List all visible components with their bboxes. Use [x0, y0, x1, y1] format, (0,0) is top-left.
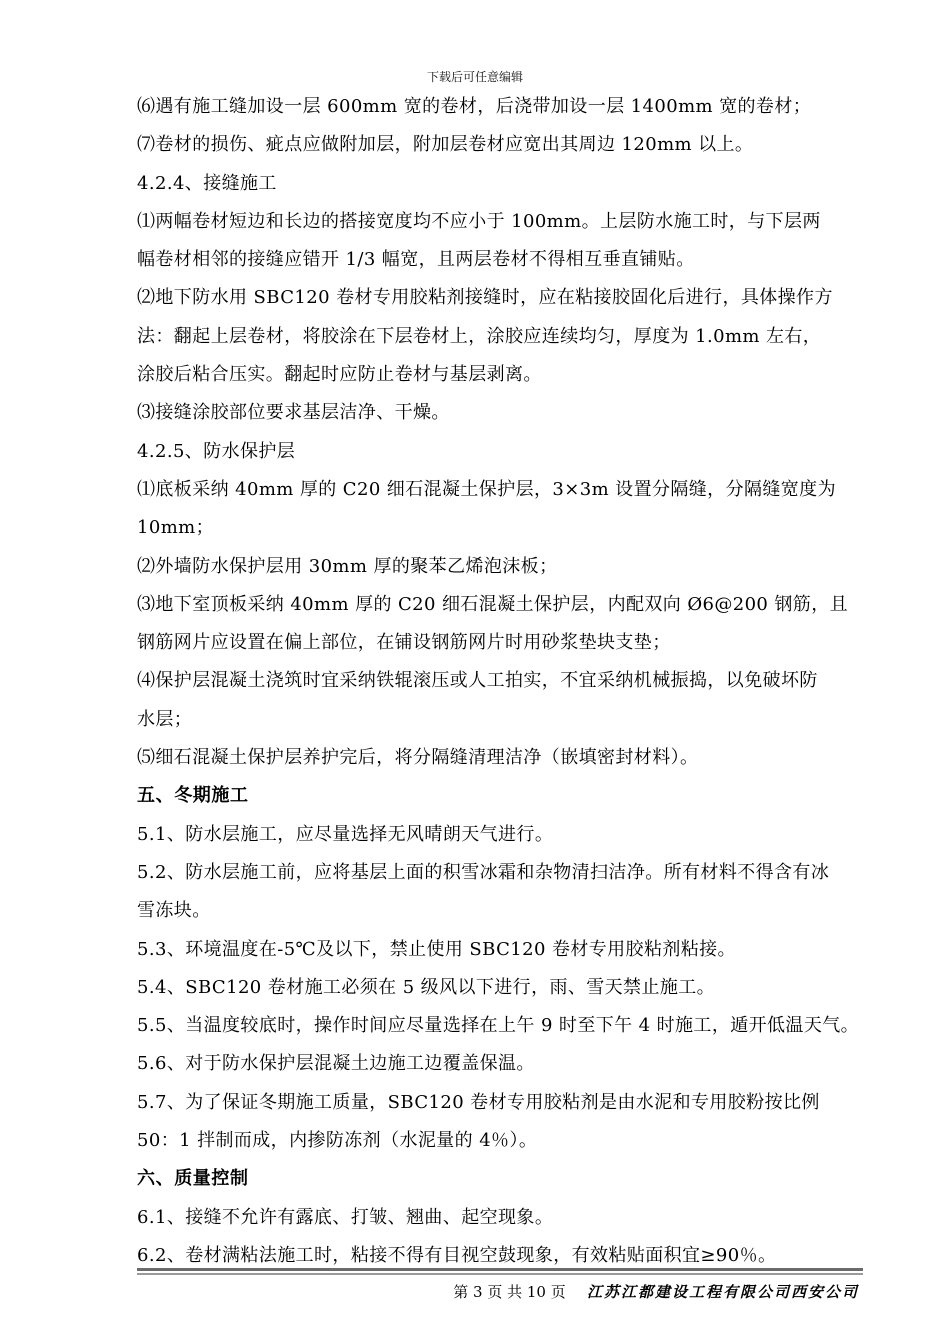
text-line: ⑶地下室顶板采纳 40mm 厚的 C20 细石混凝土保护层，内配双向 Ø6@200 钢筋，且 — [137, 593, 849, 615]
page-number: 第 3 页 共 10 页 — [453, 1283, 566, 1301]
text-line: ⑵外墙防水保护层用 30mm 厚的聚苯乙烯泡沫板； — [137, 555, 558, 577]
section-heading: 五、冬期施工 — [137, 785, 249, 807]
text-line: ⑶接缝涂胶部位要求基层洁净、干燥。 — [137, 402, 450, 424]
text-line: 6.2、卷材满粘法施工时，粘接不得有目视空鼓现象，有效粘贴面积宜≥90％。 — [137, 1244, 777, 1266]
text-line: 涂胶后粘合压实。翻起时应防止卷材与基层剥离。 — [137, 364, 542, 386]
text-line: 4.2.5、防水保护层 — [137, 440, 296, 462]
text-line: 水层； — [137, 708, 193, 730]
text-line: 5.3、环境温度在-5℃及以下，禁止使用 SBC120 卷材专用胶粘剂粘接。 — [137, 938, 736, 960]
text-line: 钢筋网片应设置在偏上部位，在铺设钢筋网片时用砂浆垫块支垫； — [137, 632, 671, 654]
footer-divider — [137, 1268, 863, 1271]
text-line: 5.5、当温度较底时，操作时间应尽量选择在上午 9 时至下午 4 时施工，遁开低温天气。 — [137, 1015, 860, 1037]
company-name: 江苏江都建设工程有限公司西安公司 — [586, 1283, 859, 1301]
header-note: 下载后可任意编辑 — [426, 70, 523, 84]
footer-divider-thin — [137, 1273, 863, 1275]
text-line: 4.2.4、接缝施工 — [137, 172, 277, 194]
text-line: ⑵地下防水用 SBC120 卷材专用胶粘剂接缝时，应在粘接胶固化后进行，具体操作方 — [137, 287, 833, 309]
text-line: 5.4、SBC120 卷材施工必须在 5 级风以下进行，雨、雪天禁止施工。 — [137, 976, 716, 998]
page-footer — [137, 1281, 859, 1302]
document-body — [137, 88, 865, 1275]
text-line: 6.1、接缝不允许有露底、打皱、翘曲、起空现象。 — [137, 1206, 554, 1228]
text-line: 法：翻起上层卷材，将胶涂在下层卷材上，涂胶应连续均匀，厚度为 1.0mm 左右， — [137, 325, 822, 347]
text-line: ⑴底板采纳 40mm 厚的 C20 细石混凝土保护层，3×3m 设置分隔缝，分隔缝宽度为 — [137, 478, 836, 500]
text-line: ⑸细石混凝土保护层养护完后，将分隔缝清理洁净（嵌填密封材料）。 — [137, 747, 699, 769]
text-line: 幅卷材相邻的接缝应错开 1/3 幅宽，且两层卷材不得相互垂直铺贴。 — [137, 249, 695, 271]
text-line: ⑹遇有施工缝加设一层 600mm 宽的卷材，后浇带加设一层 1400mm 宽的卷材； — [137, 96, 812, 117]
text-line: 50：1 拌制而成，内掺防冻剂（水泥量的 4％）。 — [137, 1130, 538, 1152]
section-heading: 六、质量控制 — [137, 1168, 249, 1190]
text-line: 5.2、防水层施工前，应将基层上面的积雪冰霜和杂物清扫洁净。所有材料不得含有冰 — [137, 861, 830, 883]
text-line: 5.1、防水层施工，应尽量选择无风晴朗天气进行。 — [137, 823, 554, 845]
text-line: 5.6、对于防水保护层混凝土边施工边覆盖保温。 — [137, 1053, 535, 1075]
text-line: 10mm； — [137, 517, 215, 539]
text-line: ⑺卷材的损伤、疵点应做附加层，附加层卷材应宽出其周边 120mm 以上。 — [137, 134, 754, 156]
text-line: ⑷保护层混凝土浇筑时宜采纳铁辊滚压或人工拍实，不宜采纳机械振捣，以免破坏防 — [137, 670, 818, 692]
text-line: ⑴两幅卷材短边和长边的搭接宽度均不应小于 100mm。上层防水施工时，与下层两 — [137, 210, 821, 232]
text-line: 5.7、为了保证冬期施工质量，SBC120 卷材专用胶粘剂是由水泥和专用胶粉按比例 — [137, 1091, 820, 1113]
text-line: 雪冻块。 — [137, 900, 211, 922]
